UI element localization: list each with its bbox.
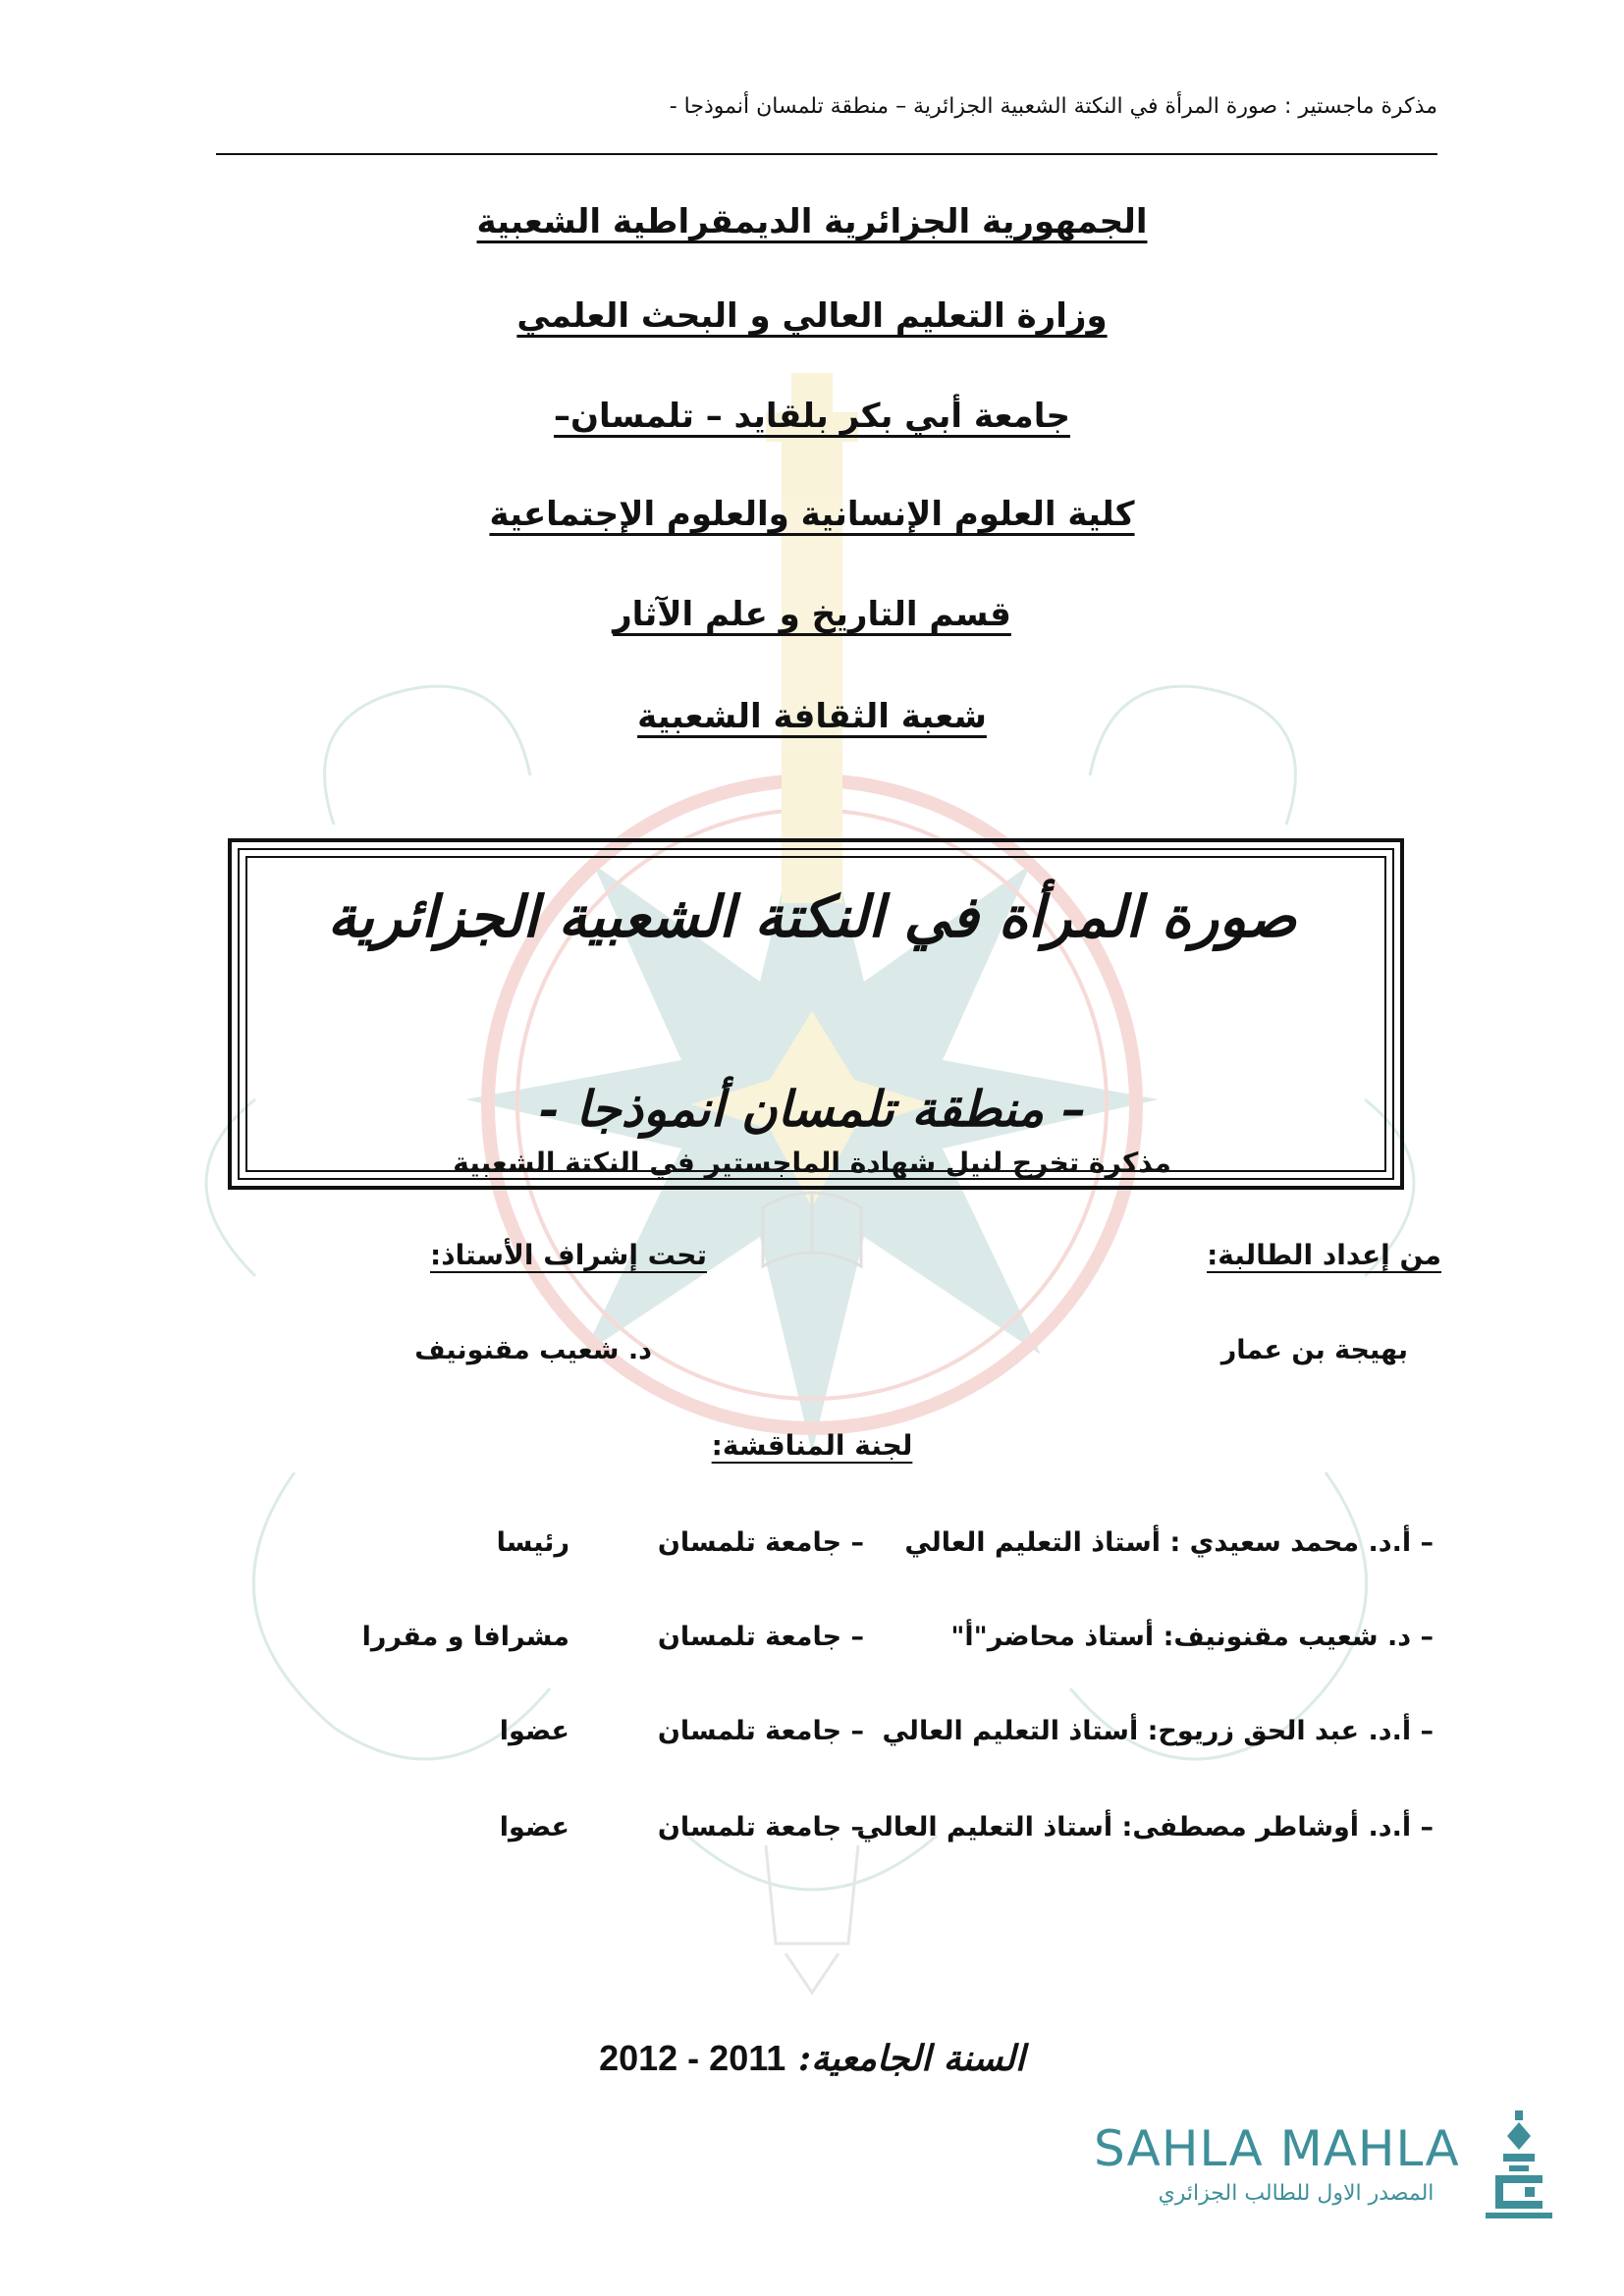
- supervisor-label: [430, 1239, 707, 1271]
- branch-text: شعبة الثقافة الشعبية: [637, 697, 987, 736]
- jury-row: [373, 1527, 1434, 1576]
- department-text: قسم التاريخ و علم الآثار: [613, 595, 1011, 634]
- jury-row: [373, 1812, 1434, 1861]
- student-label-text: من إعداد الطالبة:: [1207, 1239, 1441, 1271]
- jury-member-university: – جامعة تلمسان: [657, 1716, 864, 1746]
- supervisor-name: د. شعيب مقنونيف: [414, 1335, 652, 1365]
- running-header: مذكرة ماجستير : صورة المرأة في النكتة الشعبية الجزائرية – منطقة تلمسان أنموذجا -: [669, 94, 1437, 119]
- jury-member-university: – جامعة تلمسان: [657, 1622, 864, 1652]
- faculty-text: كلية العلوم الإنسانية والعلوم الإجتماعية: [489, 495, 1135, 534]
- republic-text: الجمهورية الجزائرية الديمقراطية الشعبية: [476, 202, 1148, 241]
- jury-member-role: مشرافا و مقررا: [361, 1622, 569, 1652]
- jury-member-role: رئيسا: [496, 1527, 569, 1558]
- republic-line: [0, 202, 1624, 241]
- logo-brand: SAHLA MAHLA: [1094, 2120, 1460, 2177]
- department-line: [0, 595, 1624, 634]
- academic-year-value: 2011 - 2012: [599, 2038, 786, 2078]
- supervisor-label-text: تحت إشراف الأستاذ:: [430, 1239, 707, 1271]
- jury-row: [361, 1622, 1434, 1671]
- university-text: جامعة أبي بكر بلقايد – تلمسان–: [554, 397, 1070, 436]
- ministry-text: وزارة التعليم العالي و البحث العلمي: [516, 296, 1108, 336]
- academic-year: [0, 2038, 1624, 2079]
- degree-line: مذكرة تخرج لنيل شهادة الماجستير في النكتة الشعبية: [453, 1147, 1171, 1179]
- logo-tagline: المصدر الاول للطالب الجزائري: [1158, 2181, 1435, 2206]
- jury-member-name: – أ.د. محمد سعيدي : أستاذ التعليم العالي: [904, 1527, 1434, 1558]
- academic-year-label: السنة الجامعية:: [797, 2038, 1025, 2079]
- ministry-line: [0, 296, 1624, 336]
- jury-title: [0, 1429, 1624, 1462]
- branch-line: [0, 697, 1624, 736]
- jury-row: [373, 1716, 1434, 1765]
- faculty-line: [0, 495, 1624, 534]
- sahla-mahla-logo-icon: [1486, 2110, 1552, 2220]
- header-rule: [216, 153, 1437, 155]
- thesis-title: صورة المرأة في النكتة الشعبية الجزائرية: [327, 883, 1297, 950]
- university-line: [0, 397, 1624, 436]
- thesis-subtitle: – منطقة تلمسان أنموذجا -: [538, 1080, 1086, 1138]
- student-name: بهيجة بن عمار: [1220, 1335, 1408, 1365]
- jury-member-role: عضوا: [499, 1716, 569, 1746]
- jury-member-role: عضوا: [499, 1812, 569, 1842]
- jury-member-university: – جامعة تلمسان: [657, 1812, 864, 1842]
- student-label: [1207, 1239, 1441, 1271]
- jury-member-university: – جامعة تلمسان: [657, 1527, 864, 1558]
- jury-member-name: – أ.د. أوشاطر مصطفى: أستاذ التعليم العالي: [856, 1812, 1434, 1842]
- jury-member-name: – د. شعيب مقنونيف: أستاذ محاضر"أ": [950, 1622, 1434, 1652]
- sahla-mahla-logo[interactable]: [1088, 2110, 1549, 2228]
- jury-title-text: لجنة المناقشة:: [711, 1429, 913, 1462]
- jury-member-name: – أ.د. عبد الحق زريوح: أستاذ التعليم العالي: [882, 1716, 1434, 1746]
